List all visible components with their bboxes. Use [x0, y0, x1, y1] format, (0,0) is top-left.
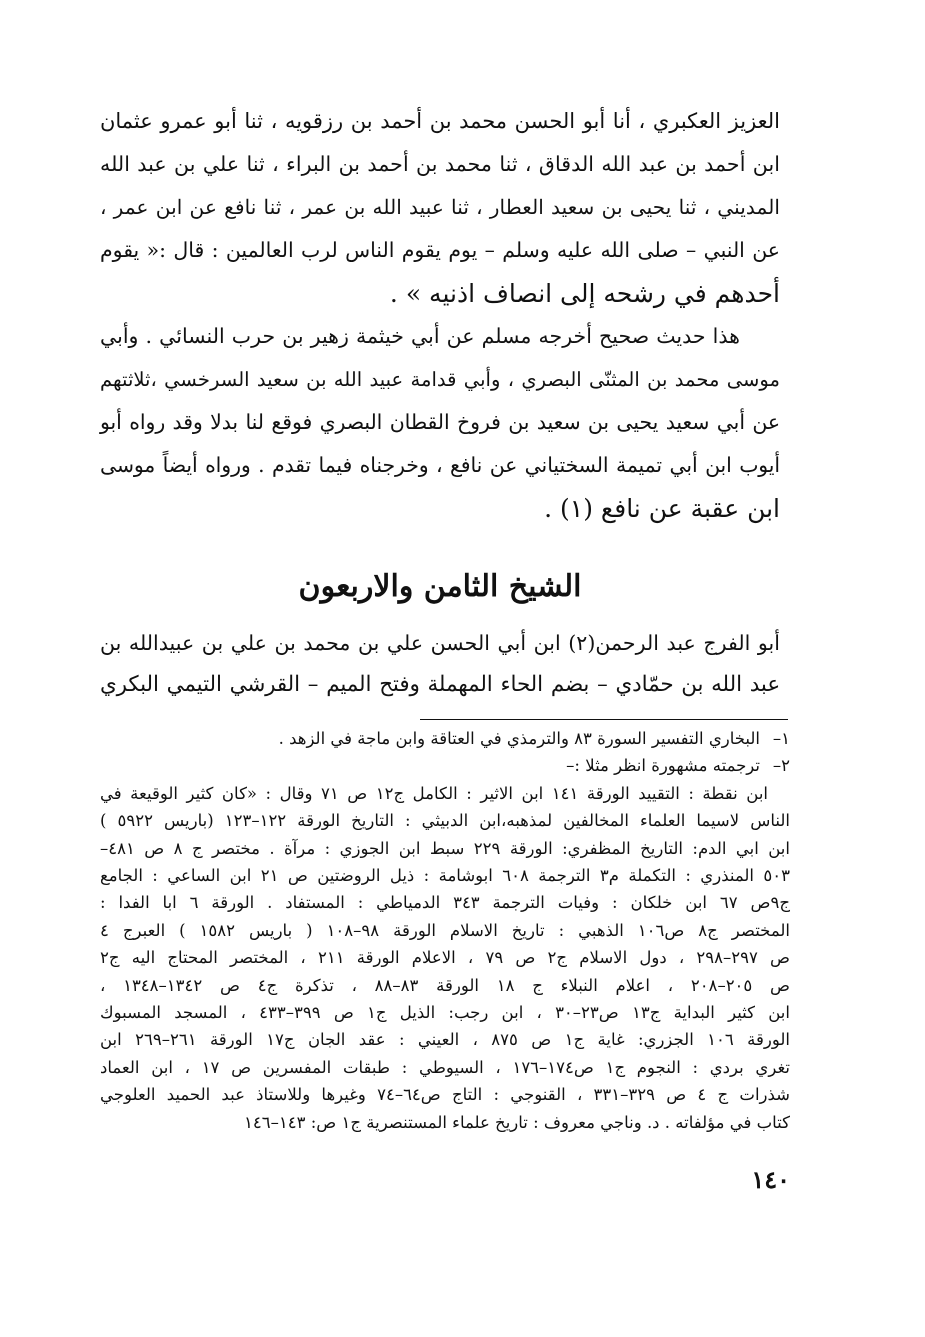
footnote-line: ابن ابي الدم: التاريخ المظفري: الورقة ٢٢٩ سبط ابن الجوزي : مرآة . مختصر ج ٨ ص ٤٨١–	[100, 838, 790, 858]
footnote-number: ٢–	[772, 756, 790, 776]
footnote-line: ص ٢٠٥–٢٠٨ ، اعلام النبلاء ج ١٨ الورقة ٨٣–٨٨ ، تذكرة ج٤ ص ١٣٤٢–١٣٤٨ ،	[100, 975, 790, 995]
footnote-line: ٥٠٣ المنذري : التكملة م٣ الترجمة ٦٠٨ ابوشامة : ذيل الروضتين ص ٢١ ابن الساعي : الجامع	[100, 866, 790, 886]
footnote-line: ابن كثير البداية ج١٣ ص٢٣–٣٠ ، ابن رجب: الذيل ج١ ص ٣٩٩–٤٣٣ ، المسجد المسبوك	[100, 1003, 790, 1023]
text-line: هذا حديث صحيح أخرجه مسلم عن أبي خيثمة زهير بن حرب النسائي . وأبي	[100, 324, 740, 348]
footnote-line: الناس لاسيما العلماء المخالفين لمذهبه،ابن الدبيثي : التاريخ الورقة ١٢٢–١٢٣ (باريس ٥٩٢٢ )	[100, 811, 790, 831]
page-number: ١٤٠	[751, 1165, 790, 1194]
text-line: ابن عقبة عن نافع (١) .	[544, 494, 780, 523]
footnote-line: ص ٢٩٧–٢٩٨ ، دول الاسلام ج٢ ص ٧٩ ، الاعلام الورقة ٢١١ ، المختصر المحتاج اليه ج٢	[100, 948, 790, 968]
footnote-number: ١–	[772, 729, 790, 748]
paragraph-hadith-chain	[100, 100, 780, 315]
footnote-line: ج٩ص ٦٧ ابن خلكان : وفيات الترجمة ٣٤٣ الدمياطي : المستفاد . الورقة ٦ ابا الفدا :	[100, 893, 791, 913]
text-line: عن أبي سعيد يحيى بن سعيد بن فروخ القطان البصري فوقع لنا بدلا وقد رواه أبو	[100, 410, 780, 434]
footnote-separator	[420, 719, 788, 720]
section-heading: الشيخ الثامن والاربعون	[298, 569, 582, 604]
footnote-line: تغري بردي : النجوم ج١ ص١٧٤–١٧٦ ، السيوطي : طبقات المفسرين ص ١٧ ، ابن العماد	[100, 1057, 791, 1077]
footnote-line: ابن نقطة : التقييد الورقة ١٤١ ابن الاثير : الكامل ج١٢ ص ٧١ وقال : «كان كثير الوقيعة في	[100, 783, 768, 803]
footnote-line: كتاب في مؤلفاته . د. وناجي معروف : تاريخ علماء المستنصرية ج١ ص: ١٤٣–١٤٦	[244, 1112, 790, 1132]
section-text	[100, 622, 780, 706]
footnote-text: البخاري التفسير السورة ٨٣ والترمذي في العتاقة وابن ماجة في الزهد .	[278, 729, 760, 748]
text-line: العزيز العكبري ، أنا أبو الحسن محمد بن أحمد بن رزقويه ، ثنا أبو عمرو عثمان	[100, 109, 780, 133]
text-line: عن النبي – صلى الله عليه وسلم – يوم يقوم الناس لرب العالمين : قال :« يقوم	[100, 238, 780, 262]
footnote-line: الورقة ١٠٦ الجزري: غاية ج١ ص ٨٧٥ ، العيني : عقد الجان ج١٧ الورقة ٢٦١–٢٦٩ ابن	[100, 1030, 790, 1050]
footnote-text: ترجمته مشهورة انظر مثلا :–	[566, 756, 760, 776]
text-line: موسى محمد بن المثنّى البصري ، وأبي قدامة عبيد الله بن سعيد السرخسي ،ثلاثتهم	[100, 368, 780, 391]
footnote-1	[100, 725, 790, 752]
text-line: عبد الله بن حمّادي – بضم الحاء المهملة وفتح الميم – القرشي التيمي البكري	[100, 672, 780, 697]
text-line: المديني ، ثنا يحيى بن سعيد العطار ، ثنا عبيد الله بن عمر ، ثنا نافع عن ابن عمر ،	[100, 195, 780, 219]
footnote-line: المختصر ج٨ ص١٠٦ الذهبي : تاريخ الاسلام الورقة ٩٨–١٠٨ ( باريس ١٥٨٢ ) العبرج ٤	[100, 920, 790, 940]
text-line: أيوب ابن أبي تميمة السختياني عن نافع ، وخرجناه فيما تقدم . ورواه أيضاً موسى	[100, 453, 780, 477]
footnote-line: شذرات ج ٤ ص ٣٢٩–٣٣١ ، القنوجي : التاج ص٦٤–٧٤ وغيرها وللاستاذ عبد الحميد العلوجي	[100, 1085, 790, 1105]
footnotes	[100, 725, 790, 1136]
text-line: أحدهم في رشحه إلى انصاف اذنيه » .	[389, 279, 780, 308]
footnote-2	[100, 752, 790, 779]
main-text	[100, 100, 780, 530]
text-line: أبو الفرج عبد الرحمن(٢) ابن أبي الحسن علي بن محمد بن علي بن عبيدالله بن	[100, 631, 780, 655]
paragraph-hadith-grading	[100, 315, 780, 530]
text-line: ابن أحمد بن عبد الله الدقاق ، ثنا محمد بن أحمد بن البراء ، ثنا علي بن عبد الله	[100, 152, 780, 176]
